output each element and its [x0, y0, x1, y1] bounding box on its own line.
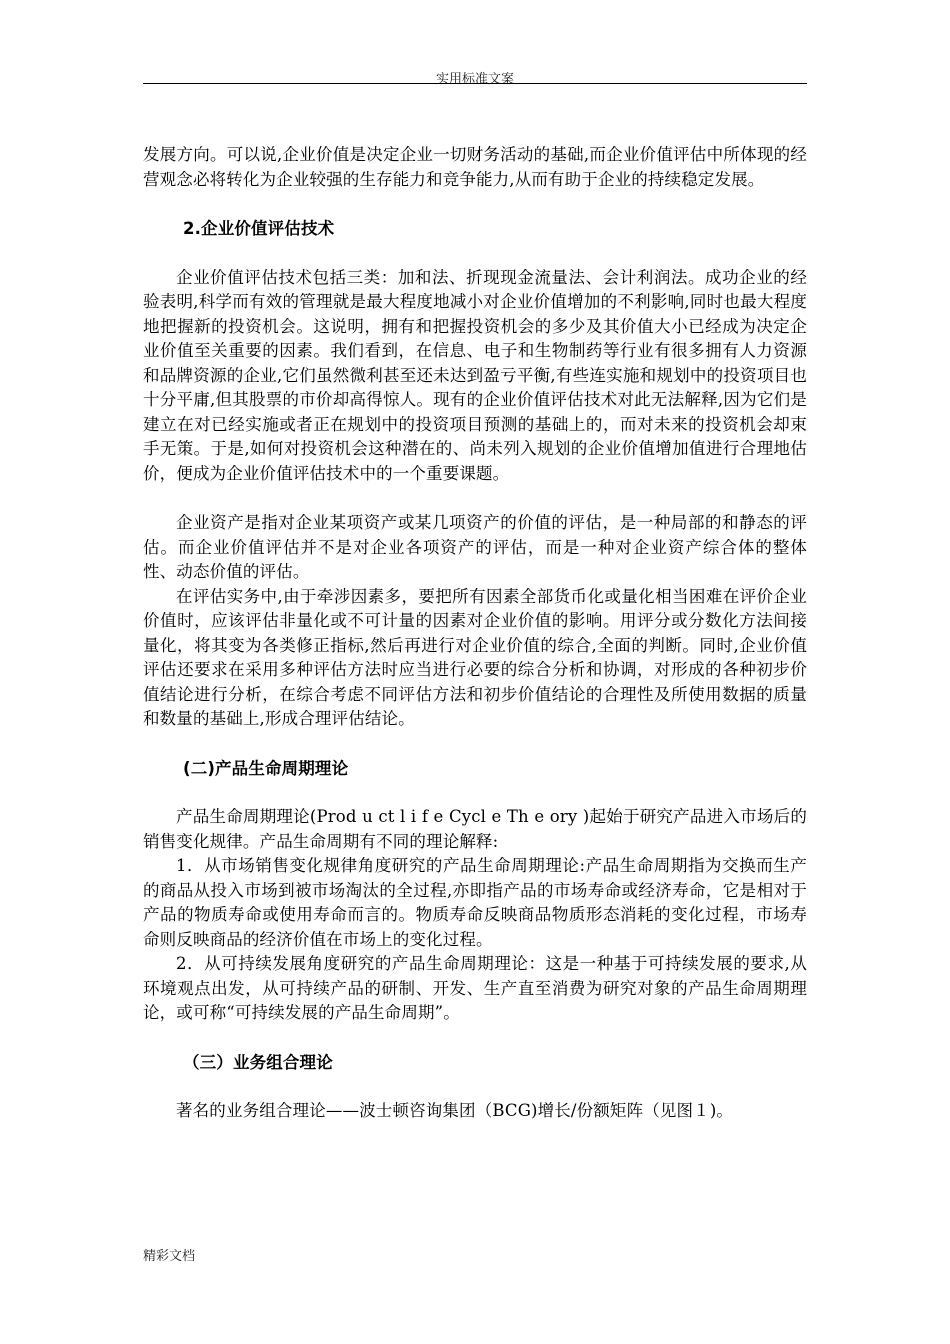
header-divider	[143, 83, 807, 84]
section-heading-product-life-cycle: (二)产品生命周期理论	[183, 758, 349, 778]
paragraph-product-life-cycle-2: 1．从市场销售变化规律角度研究的产品生命周期理论:产品生命周期指为交换而生产的商品从投入市场到被市场淘汰的全过程,亦即指产品的市场寿命或经济寿命，它是相对于产品的物质寿命或使用寿命而言的。物质寿命反映商品物质形态消耗的变化过程，市场寿命则反映商品的经济价值在市场上的变化过程。	[143, 856, 807, 949]
paragraph-intro-continued: 发展方向。可以说,企业价值是决定企业一切财务活动的基础,而企业价值评估中所体现的经营观念必将转化为企业较强的生存能力和竞争能力,从而有助于企业的持续稳定发展。	[143, 145, 807, 189]
section-heading-business-portfolio: （三）业务组合理论	[183, 1052, 333, 1072]
paragraph-business-portfolio-1: 著名的业务组合理论——波士顿咨询集团（BCG)增长/份额矩阵（见图１)。	[176, 1101, 734, 1120]
paragraph-valuation-technique-1: 企业价值评估技术包括三类：加和法、折现现金流量法、会计利润法。成功企业的经验表明,科学而有效的管理就是最大程度地减小对企业价值增加的不利影响,同时也最大程度地把握新的投资机会。这说明，拥有和把握投资机会的多少及其价值大小已经成为决定企业价值至关重要的因素。我们看到，在信息、电子和生物制药等行业有很多拥有人力资源和品牌资源的企业,它们虽然微利甚至还未达到盈亏平衡,有些连实施和规划中的投资项目也十分平庸,但其股票的市价却高得惊人。现有的企业价值评估技术对此无法解释,因为它们是建立在对已经实施或者正在规划中的投资项目预测的基础上的，而对未来的投资机会却束手无策。于是,如何对投资机会这种潜在的、尚未列入规划的企业价值增加值进行合理地估价，便成为企业价值评估技术中的一个重要课题。	[143, 267, 807, 483]
document-body	[143, 143, 807, 1124]
section-heading-valuation-technique: 2.企业价值评估技术	[183, 219, 335, 238]
running-footer: 精彩文档	[143, 1249, 196, 1264]
running-header: 实用标准文案	[435, 72, 514, 87]
paragraph-valuation-technique-3: 在评估实务中,由于牵涉因素多，要把所有因素全部货币化或量化相当困难在评价企业价值时，应该评估非量化或不可计量的因素对企业价值的影响。用评分或分数化方法间接量化，将其变为各类修正指标,然后再进行对企业价值的综合,全面的判断。同时,企业价值评估还要求在采用多种评估方法时应当进行必要的综合分析和协调，对形成的各种初步价值结论进行分析，在综合考虑不同评估方法和初步价值结论的合理性及所使用数据的质量和数量的基础上,形成合理评估结论。	[143, 586, 807, 728]
paragraph-product-life-cycle-1: 产品生命周期理论(Prod u ct l i f e Cycl e Th e ory )起始于研究产品进入市场后的销售变化规律。产品生命周期有不同的理论解释:	[143, 807, 807, 851]
paragraph-valuation-technique-2: 企业资产是指对企业某项资产或某几项资产的价值的评估，是一种局部的和静态的评估。而企业价值评估并不是对企业各项资产的评估，而是一种对企业资产综合体的整体性、动态价值的评估。	[143, 513, 807, 581]
paragraph-product-life-cycle-3: 2．从可持续发展角度研究的产品生命周期理论：这是一种基于可持续发展的要求,从环境观点出发，从可持续产品的研制、开发、生产直至消费为研究对象的产品生命周期理论，或可称“可持续发展的产品生命周期”。	[143, 954, 807, 1022]
